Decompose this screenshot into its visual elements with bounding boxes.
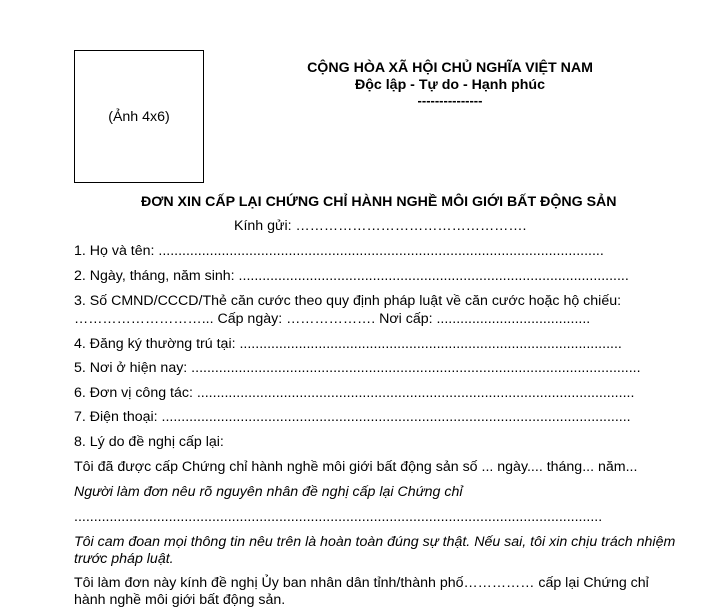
field-reason-heading: 8. Lý do đề nghị cấp lại: bbox=[74, 434, 224, 450]
recipient-line: Kính gửi: …………………………………………. bbox=[234, 218, 527, 234]
field-permanent-address: 4. Đăng ký thường trú tại: ................................................................................................. bbox=[74, 336, 622, 352]
motto-underline: --------------- bbox=[417, 93, 483, 108]
reason-blank-line: ...................................................................................................................................... bbox=[74, 509, 603, 525]
field-current-address: 5. Nơi ở hiện nay: .................................................................................................................. bbox=[74, 360, 641, 376]
granted-statement: Tôi đã được cấp Chứng chỉ hành nghề môi giới bất động sản số ... ngày.... tháng... năm... bbox=[74, 459, 638, 475]
motto: Độc lập - Tự do - Hạnh phúc bbox=[355, 77, 545, 93]
request-line-1: Tôi làm đơn này kính đề nghị Ủy ban nhân dân tỉnh/thành phố…………… cấp lại Chứng chỉ bbox=[74, 575, 649, 591]
field-id-issue-info: ………………………... Cấp ngày: ………………. Nơi cấp: ....................................... bbox=[74, 311, 591, 327]
field-full-name: 1. Họ và tên: ................................................................................................................. bbox=[74, 243, 604, 259]
field-date-of-birth: 2. Ngày, tháng, năm sinh: ................................................................................................... bbox=[74, 268, 629, 284]
field-id-number: 3. Số CMND/CCCD/Thẻ căn cước theo quy định pháp luật về căn cước hoặc hộ chiếu: bbox=[74, 293, 622, 309]
form-title: ĐƠN XIN CẤP LẠI CHỨNG CHỈ HÀNH NGHỀ MÔI GIỚI BẤT ĐỘNG SẢN bbox=[141, 194, 617, 210]
request-line-2: hành nghề môi giới bất động sản. bbox=[74, 592, 286, 608]
commitment-line-2: trước pháp luật. bbox=[74, 551, 174, 567]
photo-label: (Ảnh 4x6) bbox=[108, 109, 170, 125]
photo-placeholder-box bbox=[74, 50, 204, 183]
reason-hint: Người làm đơn nêu rõ nguyên nhân đề nghị cấp lại Chứng chỉ bbox=[74, 484, 463, 500]
field-workplace: 6. Đơn vị công tác: ............................................................................................................... bbox=[74, 385, 635, 401]
field-phone: 7. Điện thoại: ....................................................................................................................... bbox=[74, 409, 631, 425]
national-title: CỘNG HÒA XÃ HỘI CHỦ NGHĨA VIỆT NAM bbox=[307, 60, 593, 76]
commitment-line-1: Tôi cam đoan mọi thông tin nêu trên là hoàn toàn đúng sự thật. Nếu sai, tôi xin chịu trách nhiệm bbox=[74, 534, 676, 550]
